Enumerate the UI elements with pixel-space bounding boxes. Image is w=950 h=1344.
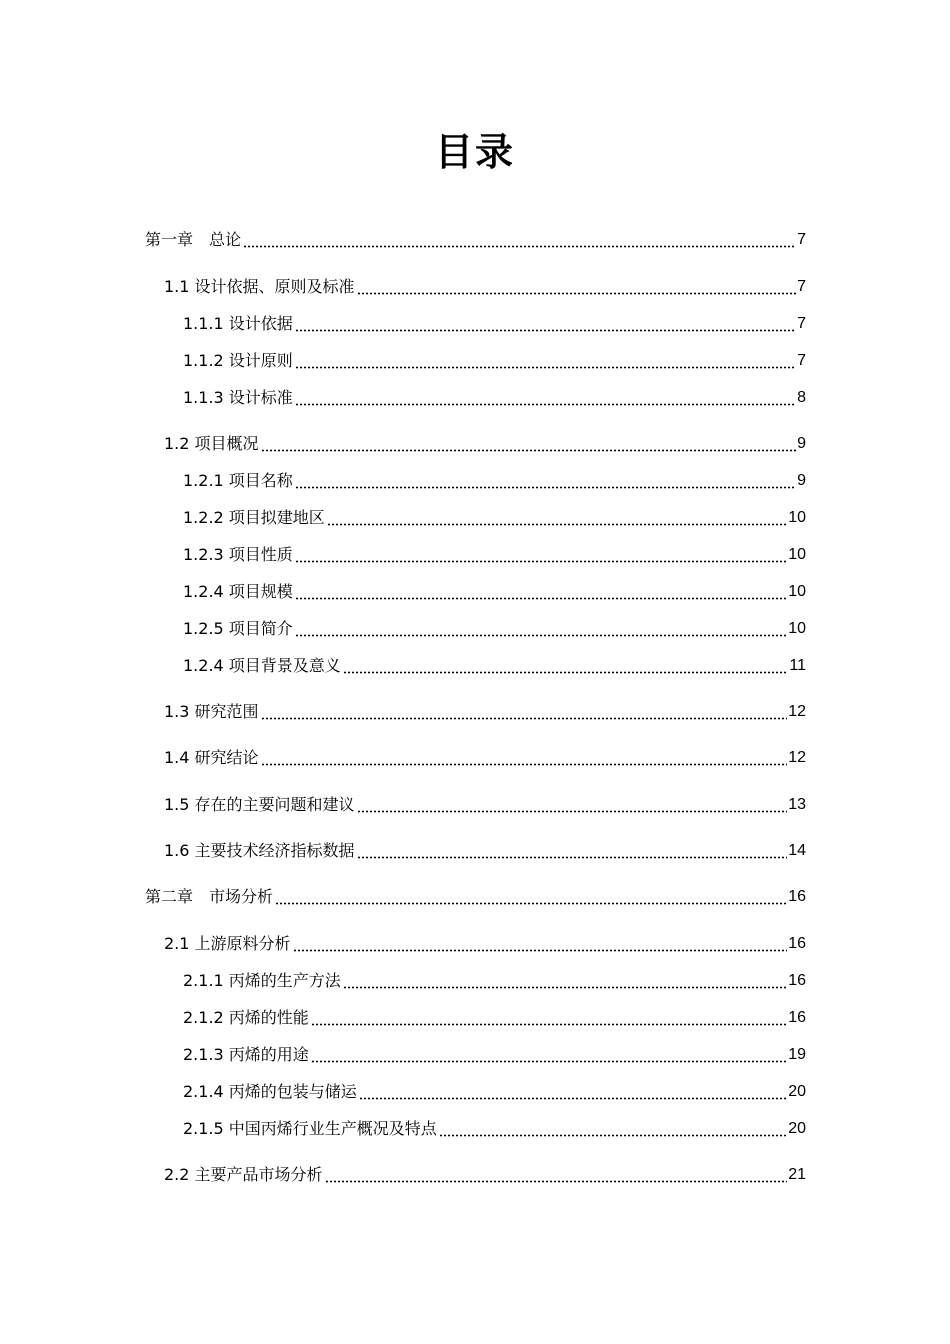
toc-entry[interactable] — [183, 1006, 806, 1030]
toc-page-number: 7 — [797, 278, 806, 295]
toc-dot-leader — [293, 932, 788, 956]
toc-dot-leader — [325, 1163, 788, 1187]
toc-dot-leader — [327, 506, 787, 530]
toc-entry[interactable] — [183, 654, 806, 678]
toc-page-number: 16 — [788, 1009, 806, 1026]
toc-page-number: 20 — [788, 1083, 806, 1100]
toc-entry-text: 第二章 市场分析 — [145, 887, 274, 906]
toc-page-number: 7 — [797, 231, 806, 248]
toc-dot-leader — [357, 275, 797, 299]
toc-page-number: 21 — [788, 1166, 806, 1183]
toc-dot-leader — [261, 432, 797, 456]
toc-dot-leader — [343, 969, 787, 993]
toc-entry-text: 1.1.2 设计原则 — [183, 351, 293, 370]
toc-page-number: 11 — [789, 657, 806, 674]
toc-page-number: 10 — [788, 546, 806, 563]
toc-entry-text: 1.1 设计依据、原则及标准 — [164, 277, 355, 296]
toc-entry[interactable] — [183, 969, 806, 993]
toc-entry[interactable] — [164, 700, 806, 724]
toc-page-number: 10 — [788, 509, 806, 526]
toc-entry[interactable] — [183, 543, 806, 567]
toc-entry-text: 1.1.3 设计标准 — [183, 388, 293, 407]
toc-dot-leader — [243, 228, 796, 252]
toc-entry-text: 1.2 项目概况 — [164, 434, 259, 453]
toc-dot-leader — [261, 746, 788, 770]
toc-entry[interactable] — [183, 1117, 806, 1141]
toc-page-number: 10 — [788, 583, 806, 600]
toc-dot-leader — [311, 1043, 787, 1067]
toc-dot-leader — [343, 654, 789, 678]
toc-entry-text: 2.1.4 丙烯的包装与储运 — [183, 1082, 357, 1101]
toc-dot-leader — [295, 617, 787, 641]
toc-entry-text: 1.1.1 设计依据 — [183, 314, 293, 333]
toc-entry[interactable] — [164, 839, 806, 863]
toc-page-number: 19 — [788, 1046, 806, 1063]
toc-page-number: 7 — [797, 315, 806, 332]
toc-page-number: 9 — [797, 472, 806, 489]
toc-dot-leader — [357, 839, 788, 863]
toc-entry-text: 1.2.4 项目规模 — [183, 582, 293, 601]
toc-entry-text: 1.3 研究范围 — [164, 702, 259, 721]
toc-dot-leader — [439, 1117, 787, 1141]
toc-entry[interactable] — [183, 1080, 806, 1104]
toc-entry-text: 1.4 研究结论 — [164, 748, 259, 767]
toc-entry-text: 2.1.1 丙烯的生产方法 — [183, 971, 341, 990]
toc-dot-leader — [295, 386, 796, 410]
toc-entry[interactable] — [183, 580, 806, 604]
toc-page-number: 12 — [788, 703, 806, 720]
toc-page-number: 14 — [788, 842, 806, 859]
toc-entry-text: 1.2.2 项目拟建地区 — [183, 508, 325, 527]
toc-entry-text: 2.1.3 丙烯的用途 — [183, 1045, 309, 1064]
toc-page-number: 20 — [788, 1120, 806, 1137]
toc-page-number: 8 — [797, 389, 806, 406]
toc-entry-text: 1.2.4 项目背景及意义 — [183, 656, 341, 675]
toc-entry[interactable] — [145, 885, 806, 909]
toc-entry[interactable] — [183, 469, 806, 493]
toc-entry[interactable] — [164, 746, 806, 770]
toc-entry-text: 1.6 主要技术经济指标数据 — [164, 841, 355, 860]
toc-dot-leader — [261, 700, 788, 724]
toc-entry-text: 2.1.5 中国丙烯行业生产概况及特点 — [183, 1119, 437, 1138]
toc-dot-leader — [357, 793, 788, 817]
toc-entry-text: 1.5 存在的主要问题和建议 — [164, 795, 355, 814]
toc-page-number: 16 — [788, 972, 806, 989]
toc-entry-text: 第一章 总论 — [145, 230, 242, 249]
toc-entry-text: 1.2.1 项目名称 — [183, 471, 293, 490]
toc-page-number: 12 — [788, 749, 806, 766]
toc-title: 目录 — [434, 130, 515, 174]
toc-dot-leader — [295, 543, 787, 567]
toc-entry-text: 1.2.3 项目性质 — [183, 545, 293, 564]
toc-entry-text: 2.1.2 丙烯的性能 — [183, 1008, 309, 1027]
toc-entry[interactable] — [183, 506, 806, 530]
toc-page-number: 16 — [788, 935, 806, 952]
toc-entry[interactable] — [183, 386, 806, 410]
toc-entry-text: 2.2 主要产品市场分析 — [164, 1165, 323, 1184]
toc-page-number: 13 — [788, 796, 806, 813]
toc-dot-leader — [295, 580, 787, 604]
toc-entry[interactable] — [164, 432, 806, 456]
toc-entry[interactable] — [145, 228, 806, 252]
toc-dot-leader — [295, 349, 796, 373]
toc-page-number: 7 — [797, 352, 806, 369]
toc-dot-leader — [359, 1080, 787, 1104]
toc-entry[interactable] — [183, 349, 806, 373]
toc-entry-text: 1.2.5 项目简介 — [183, 619, 293, 638]
toc-entry[interactable] — [164, 1163, 806, 1187]
toc-dot-leader — [295, 312, 796, 336]
toc-dot-leader — [311, 1006, 787, 1030]
toc-entry[interactable] — [164, 932, 806, 956]
toc-dot-leader — [295, 469, 796, 493]
toc-entry[interactable] — [183, 312, 806, 336]
toc-page-number: 10 — [788, 620, 806, 637]
toc-entry[interactable] — [164, 275, 806, 299]
toc-entry-text: 2.1 上游原料分析 — [164, 934, 291, 953]
toc-entry[interactable] — [183, 1043, 806, 1067]
toc-page-number: 9 — [797, 435, 806, 452]
toc-entry[interactable] — [183, 617, 806, 641]
toc-page-number: 16 — [788, 888, 806, 905]
toc-dot-leader — [275, 885, 787, 909]
toc-entry[interactable] — [164, 793, 806, 817]
